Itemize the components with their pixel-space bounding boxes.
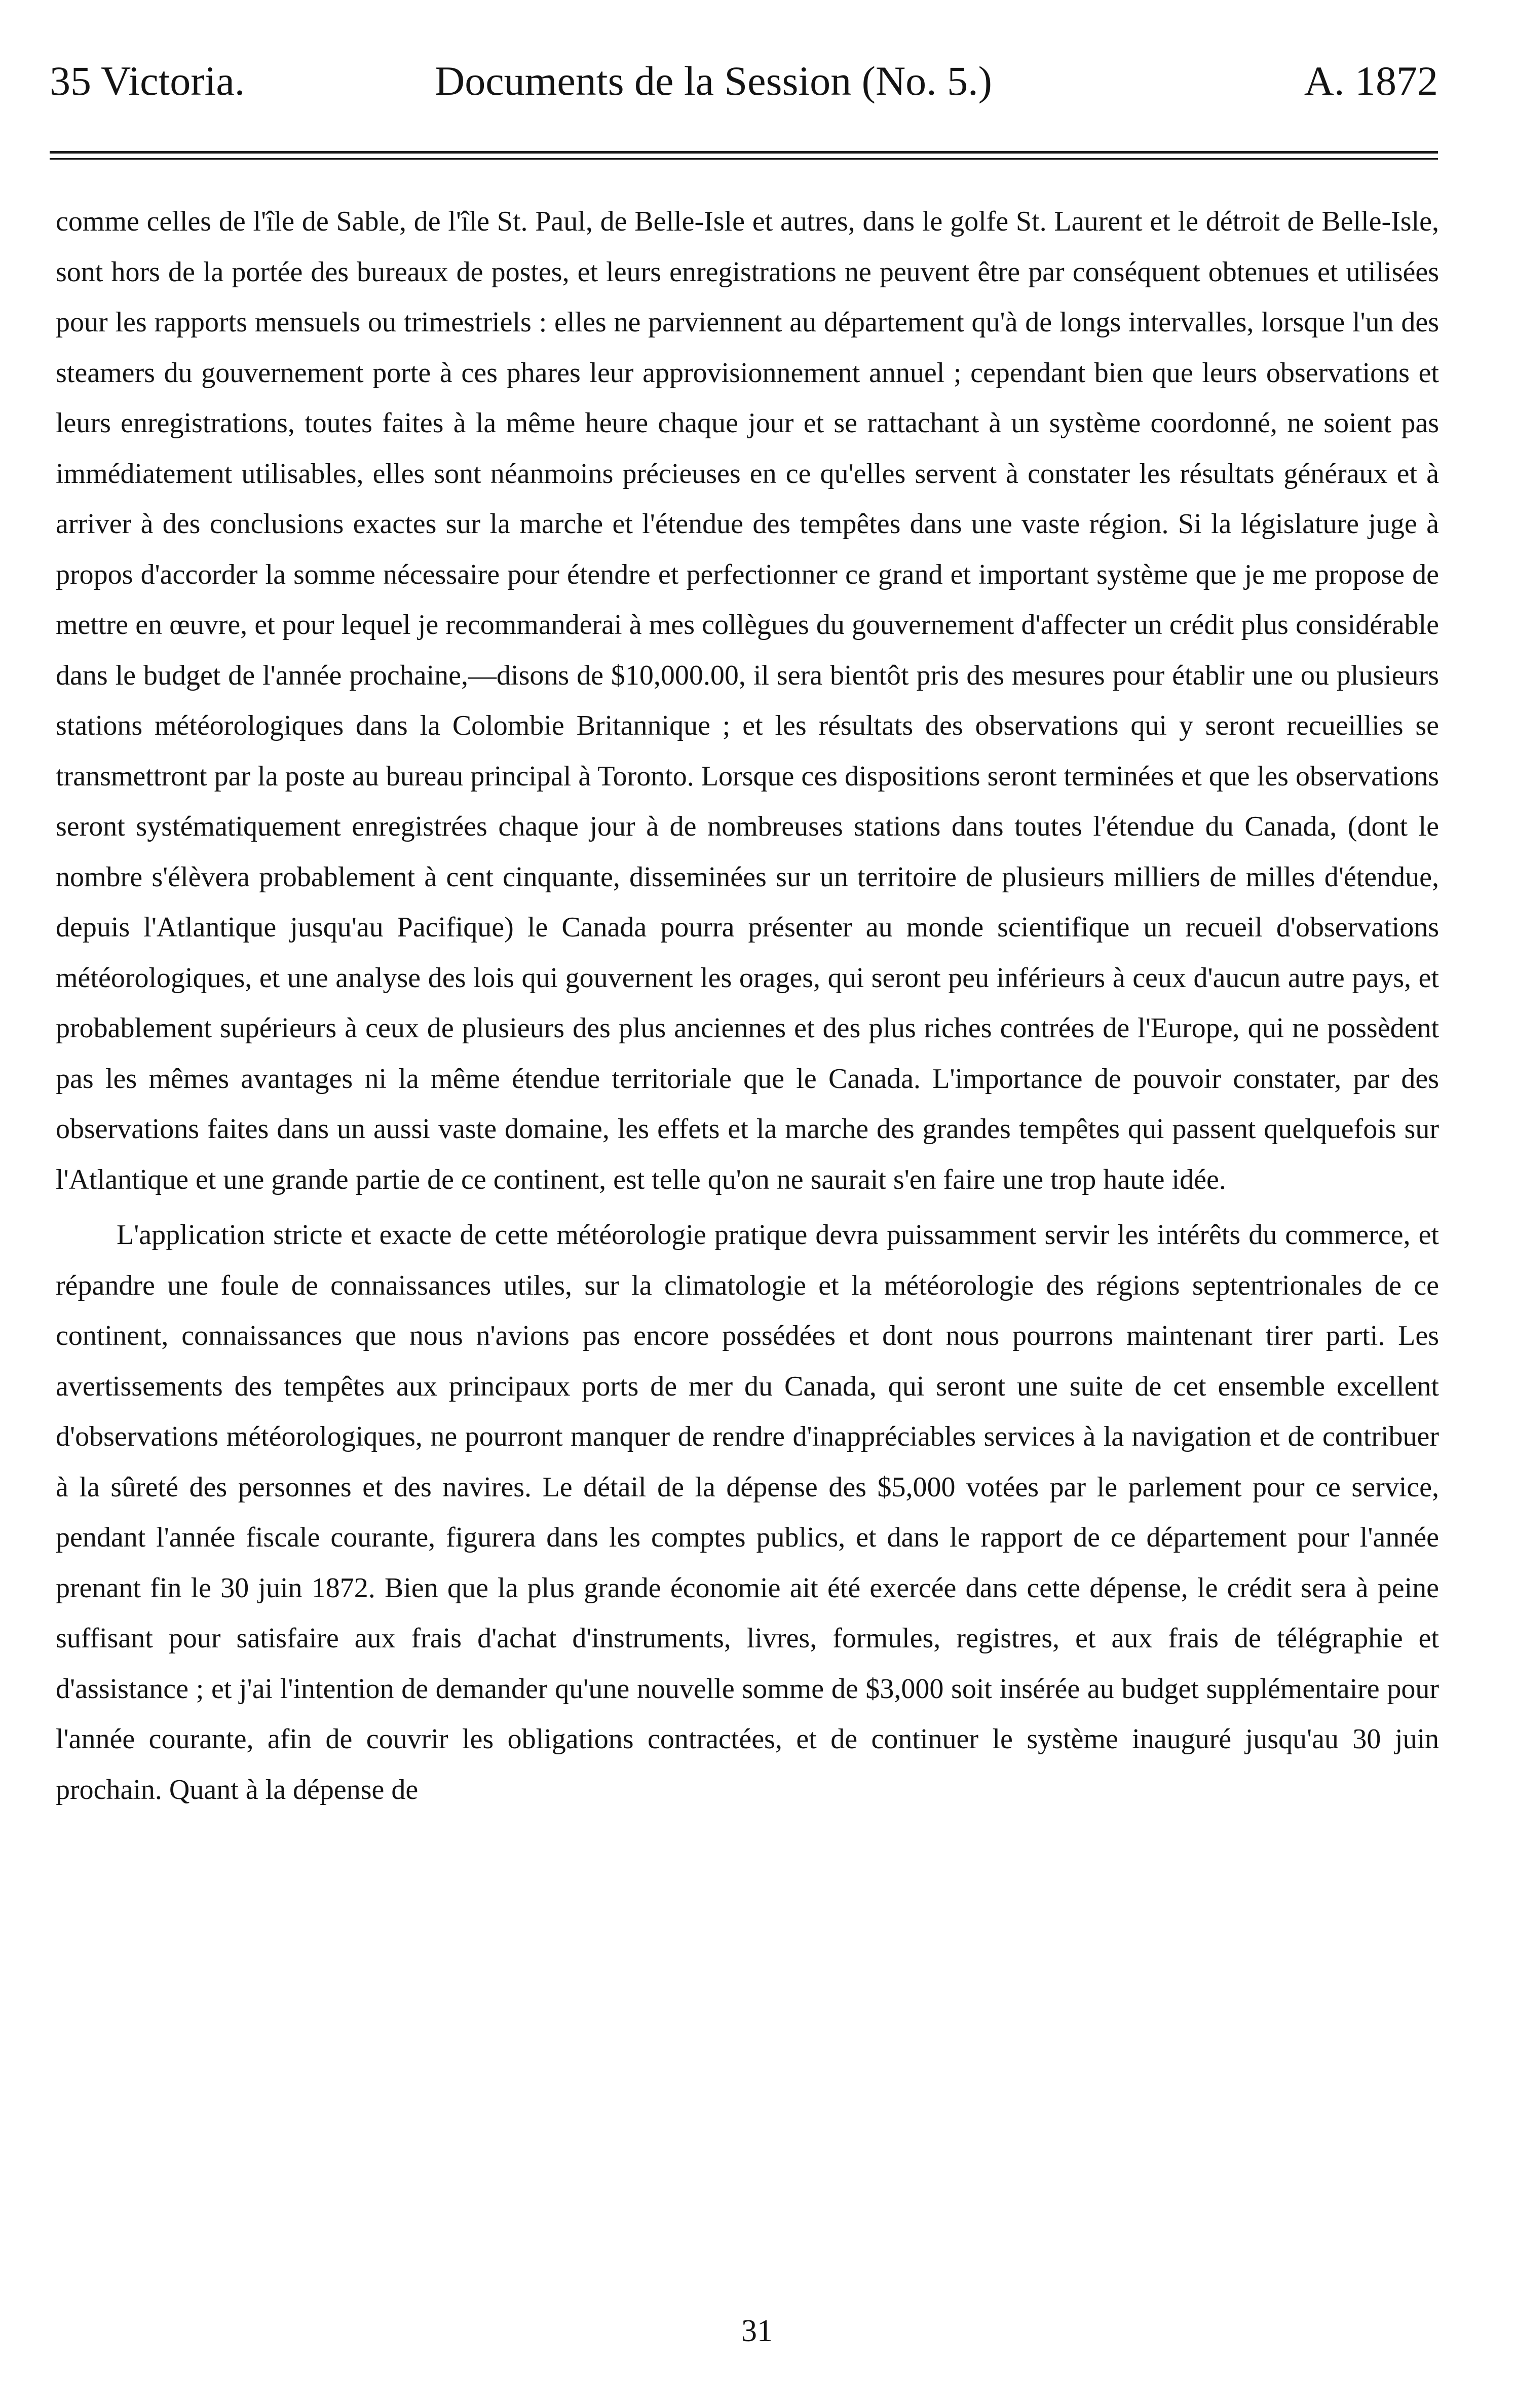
- paragraph-2: L'application stricte et exacte de cette météorologie pratique devra puissamment servir les intérêts du commerce, et répandre une foule de connaissances utiles, sur la climatologie et la météorologie des régions septentrionales de ce continent, connaissances que nous n'avions pas encore possédées et dont nous pourrons maintenant tirer parti. Les avertissements des tempêtes aux principaux ports de mer du Canada, qui seront une suite de cet ensemble excellent d'observations météorologiques, ne pourront manquer de rendre d'inappréciables services à la navigation et de contribuer à la sûreté des personnes et des navires. Le détail de la dépense des $5,000 votées par le parlement pour ce service, pendant l'année fiscale courante, figurera dans les comptes publics, et dans le rapport de ce département pour l'année prenant fin le 30 juin 1872. Bien que la plus grande économie ait été exercée dans cette dépense, le crédit sera à peine suffisant pour satisfaire aux frais d'achat d'instruments, livres, formules, registres, et aux frais de télégraphie et d'assistance ; et j'ai l'intention de demander qu'une nouvelle somme de $3,000 soit insérée au budget supplémentaire pour l'année courante, afin de couvrir les obligations contractées, et de continuer le système inauguré jusqu'au 30 juin prochain. Quant à la dépense de: [56, 1219, 1439, 1805]
- header-year: A. 1872: [1304, 58, 1438, 104]
- header-volume: 35 Victoria.: [50, 58, 245, 104]
- running-header: [50, 56, 1438, 111]
- paragraph-1: comme celles de l'île de Sable, de l'île St. Paul, de Belle-Isle et autres, dans le golfe St. Laurent et le détroit de Belle-Isle, sont hors de la portée des bureaux de postes, et leurs enregistrations ne peuvent être par conséquent obtenues et utilisées pour les rapports mensuels ou trimestriels : elles ne parviennent au département qu'à de longs intervalles, lorsque l'un des steamers du gouvernement porte à ces phares leur approvisionnement annuel ; cependant bien que leurs observations et leurs enregistrations, toutes faites à la même heure chaque jour et se rattachant à un système coordonné, ne soient pas immédiatement utilisables, elles sont néanmoins précieuses en ce qu'elles servent à constater les résultats généraux et à arriver à des conclusions exactes sur la marche et l'étendue des tempêtes dans une vaste région. Si la législature juge à propos d'accorder la somme nécessaire pour étendre et perfectionner ce grand et important système que je me propose de mettre en œuvre, et pour lequel je recommanderai à mes collègues du gouvernement d'affecter un crédit plus considérable dans le budget de l'année prochaine,—disons de $10,000.00, il sera bientôt pris des mesures pour établir une ou plusieurs stations météorologiques dans la Colombie Britannique ; et les résultats des observations qui y seront recueillies se transmettront par la poste au bureau principal à Toronto. Lorsque ces dispositions seront terminées et que les observations seront systématiquement enregistrées chaque jour à de nombreuses stations dans toutes l'étendue du Canada, (dont le nombre s'élèvera probablement à cent cinquante, disseminées sur un territoire de plusieurs milliers de milles d'étendue, depuis l'Atlantique jusqu'au Pacifique) le Canada pourra présenter au monde scientifique un recueil d'observations météorologiques, et une analyse des lois qui gouvernent les orages, qui seront peu inférieurs à ceux d'aucun autre pays, et probablement supérieurs à ceux de plusieurs des plus anciennes et des plus riches contrées de l'Europe, qui ne possèdent pas les mêmes avantages ni la même étendue territoriale que le Canada. L'importance de pouvoir constater, par des observations faites dans un aussi vaste domaine, les effets et la marche des grandes tempêtes qui passent quelquefois sur l'Atlantique et une grande partie de ce continent, est telle qu'on ne saurait s'en faire une trop haute idée.: [56, 206, 1439, 1195]
- header-rule-thick: [50, 151, 1438, 154]
- body-text: [56, 197, 1439, 1815]
- page-number: 31: [741, 2314, 773, 2348]
- header-title: Documents de la Session (No. 5.): [435, 58, 992, 104]
- header-rule-thin: [50, 158, 1438, 160]
